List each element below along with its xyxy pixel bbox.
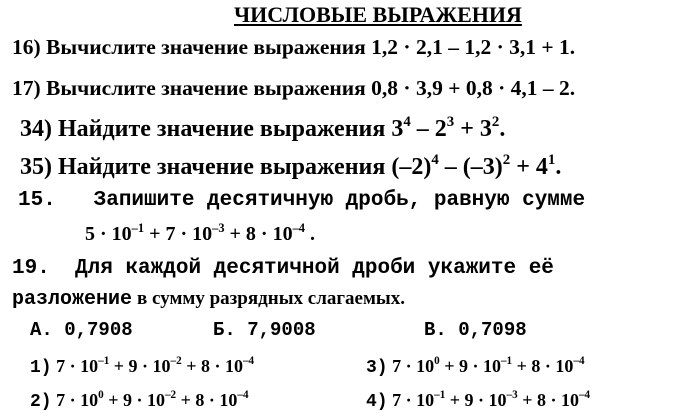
task-15-text: Запишите десятичную дробь, равную сумме: [93, 189, 586, 212]
task-35-expression: $(-2)^4 - (-3)^2 + 4^1$.: [391, 152, 562, 180]
answer-1: [30, 357, 254, 377]
task-34-text: Найдите значение выражения: [58, 116, 386, 142]
answer-3: [366, 357, 585, 377]
task-19-text-line2b: в сумму разрядных слагаемых.: [137, 288, 405, 309]
answer-4-label: 4): [366, 392, 388, 412]
answer-3-label: 3): [366, 358, 388, 378]
option-c-value: 0,7098: [458, 319, 527, 341]
option-b: [213, 321, 316, 340]
task-34-number: 34): [20, 116, 52, 142]
task-16-text: Вычислите значение выражения 1,2 · 2,1 – 1,2 · 3,1 + 1.: [46, 35, 576, 59]
option-b-value: 7,9008: [247, 319, 316, 341]
task-35-number: 35): [20, 154, 52, 180]
task-15-number: 15.: [18, 189, 56, 212]
task-34-expression: $3^4 - 2^3 + 3^2$.: [391, 114, 506, 142]
answer-1-label: 1): [30, 358, 52, 378]
task-19-text-line2a: разложение: [12, 288, 133, 311]
answer-4-expression: $7 \cdot 10^{-1} + 9 \cdot 10^{-3} + 8 \cdot 10^{-4}$: [392, 389, 591, 410]
task-16-number: 16): [12, 35, 41, 59]
task-19-text-line1: Для каждой десятичной дроби укажите её: [75, 257, 554, 280]
task-35-text: Найдите значение выражения: [58, 154, 386, 180]
task-17-number: 17): [12, 76, 41, 100]
page-title: ЧИСЛОВЫЕ ВЫРАЖЕНИЯ: [234, 2, 522, 27]
answer-2: [30, 391, 249, 411]
option-a-label: А.: [30, 319, 53, 341]
answer-4: [366, 391, 590, 411]
option-c-label: В.: [424, 319, 447, 341]
option-a: [30, 321, 133, 340]
answer-3-expression: $7 \cdot 10^0 + 9 \cdot 10^{-1} + 8 \cdot 10^{-4}$: [392, 355, 585, 376]
option-b-label: Б.: [213, 319, 236, 341]
answer-1-expression: $7 \cdot 10^{-1} + 9 \cdot 10^{-2} + 8 \cdot 10^{-4}$: [56, 355, 255, 376]
option-a-value: 0,7908: [64, 319, 133, 341]
task-17: [12, 78, 575, 100]
task-15: [18, 190, 585, 211]
task-17-text: Вычислите значение выражения 0,8 · 3,9 + 0,8 · 4,1 – 2.: [46, 76, 576, 100]
task-35: [20, 152, 562, 180]
option-c: [424, 321, 527, 340]
task-19: [12, 258, 554, 279]
task-15-expression: $5 \cdot 10^{-1} + 7 \cdot 10^{-3} + 8 \cdot 10^{-4}$ .: [85, 220, 315, 245]
task-16: [12, 37, 575, 59]
answer-2-label: 2): [30, 392, 52, 412]
task-19-number: 19.: [12, 257, 50, 280]
task-19-line2: [12, 288, 405, 310]
answer-2-expression: $7 \cdot 10^0 + 9 \cdot 10^{-2} + 8 \cdot 10^{-4}$: [56, 389, 249, 410]
task-34: [20, 114, 506, 142]
